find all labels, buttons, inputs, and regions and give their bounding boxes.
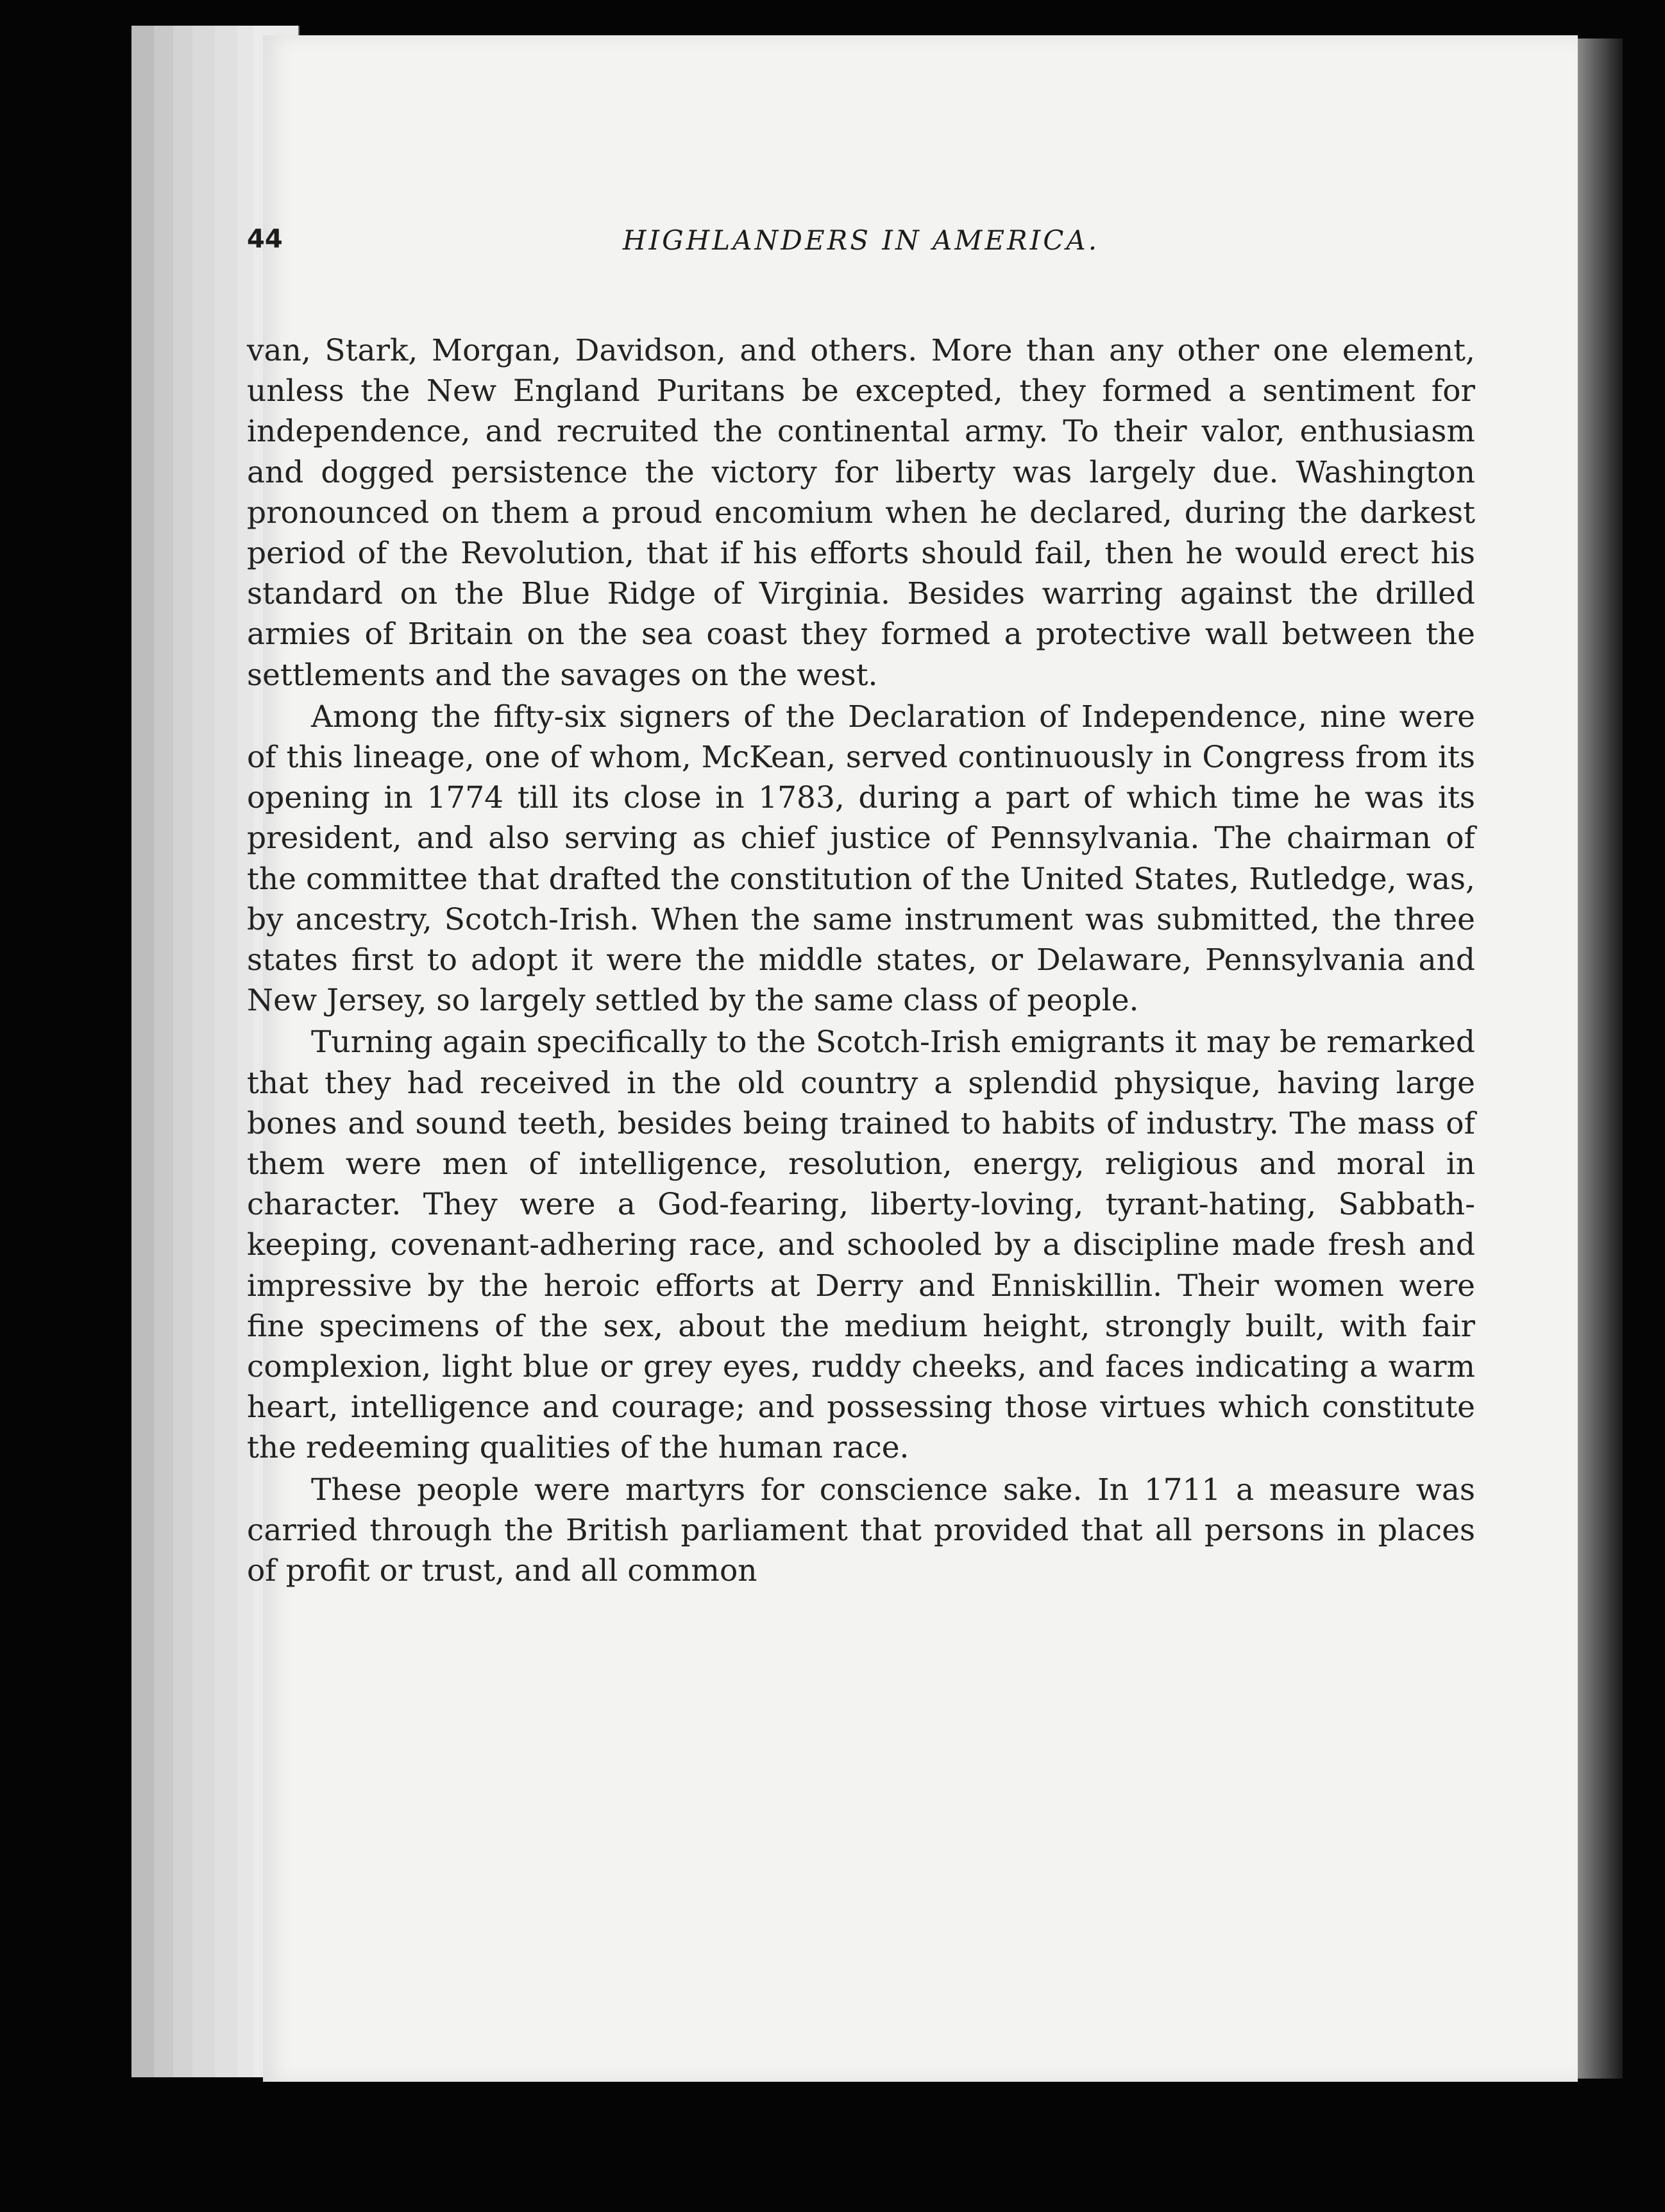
page-number: 44	[247, 225, 283, 254]
body-text	[247, 330, 1475, 1592]
running-head: HIGHLANDERS IN AMERICA.	[622, 225, 1100, 256]
page-header	[247, 225, 1475, 263]
paragraph: Among the fifty-six signers of the Declaration of Independence, nine were of this lineage, one of whom, McKean, served continuously in Congress from its opening in 1774 till its close in 1783, during a part of which time he was its president, and also serving as chief justice of Pennsylvania. The chairman of the committee that drafted the constitution of the United States, Rutledge, was, by ancestry, Scotch-Irish. When the same instrument was submitted, the three states first to adopt it were the middle states, or Delaware, Pennsylvania and New Jersey, so largely settled by the same class of people.	[247, 699, 1475, 1019]
binding-shadow	[1578, 38, 1623, 2079]
paragraph: Turning again specifically to the Scotch-Irish emigrants it may be remarked that they had received in the old country a splendid physique, having large bones and sound teeth, besides being trained to habits of industry. The mass of them were men of intelligence, resolution, energy, religious and moral in character. They were a God-fearing, liberty-loving, tyrant-hating, Sabbath-keeping, covenant-adhering race, and schooled by a discipline made fresh and impressive by the heroic efforts at Derry and Enniskillin. Their women were fine specimens of the sex, about the medium height, strongly built, with fair complexion, light blue or grey eyes, ruddy cheeks, and faces indicating a warm heart, intelligence and courage; and possessing those virtues which constitute the redeeming qualities of the human race.	[247, 1025, 1475, 1466]
paragraph: These people were martyrs for conscience sake. In 1711 a measure was carried through the British parliament that provided that all persons in places of profit or trust, and all common	[247, 1472, 1475, 1589]
paragraph: van, Stark, Morgan, Davidson, and others. More than any other one element, unless the New England Puritans be excepted, they formed a sentiment for independence, and recruited the continental army. To their valor, enthusiasm and dogged persistence the victory for liberty was largely due. Washington pronounced on them a proud encomium when he declared, during the darkest period of the Revolution, that if his efforts should fail, then he would erect his standard on the Blue Ridge of Virginia. Besides warring against the drilled armies of Britain on the sea coast they formed a protective wall between the settlements and the savages on the west.	[247, 333, 1475, 693]
